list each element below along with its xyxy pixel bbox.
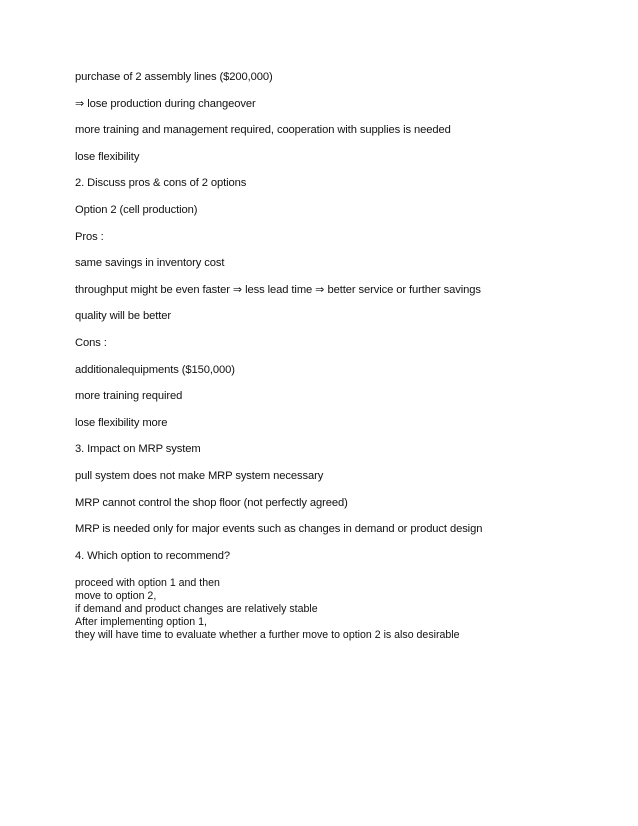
text-line: lose flexibility	[75, 150, 140, 163]
text-line: pull system does not make MRP system necessary	[75, 469, 324, 482]
text-line: if demand and product changes are relatively stable	[75, 603, 318, 615]
pros-heading: Pros :	[75, 230, 104, 243]
text-line: Option 2 (cell production)	[75, 203, 198, 216]
cons-heading: Cons :	[75, 336, 107, 349]
text-line: MRP cannot control the shop floor (not perfectly agreed)	[75, 496, 348, 509]
text-line: proceed with option 1 and then	[75, 577, 220, 589]
text-line: ⇒ lose production during changeover	[75, 97, 256, 110]
section-heading: 4. Which option to recommend?	[75, 549, 231, 562]
text-line: lose flexibility more	[75, 416, 168, 429]
text-line: more training and management required, cooperation with supplies is needed	[75, 124, 451, 137]
text-line: same savings in inventory cost	[75, 257, 225, 270]
text-line: they will have time to evaluate whether a further move to option 2 is also desirable	[75, 629, 460, 641]
section-heading: 3. Impact on MRP system	[75, 443, 201, 456]
text-line: purchase of 2 assembly lines ($200,000)	[75, 71, 273, 83]
section-heading: 2. Discuss pros & cons of 2 options	[75, 177, 247, 190]
recommendation-paragraph	[75, 577, 620, 642]
body-text	[75, 70, 620, 575]
text-line: additionalequipments ($150,000)	[75, 363, 235, 376]
text-line: move to option 2,	[75, 590, 157, 602]
text-line: quality will be better	[75, 310, 172, 323]
text-line: MRP is needed only for major events such as changes in demand or product design	[75, 523, 483, 536]
text-line: throughput might be even faster ⇒ less lead time ⇒ better service or further savings	[75, 283, 481, 296]
text-line: more training required	[75, 390, 183, 403]
text-line: After implementing option 1,	[75, 616, 207, 628]
